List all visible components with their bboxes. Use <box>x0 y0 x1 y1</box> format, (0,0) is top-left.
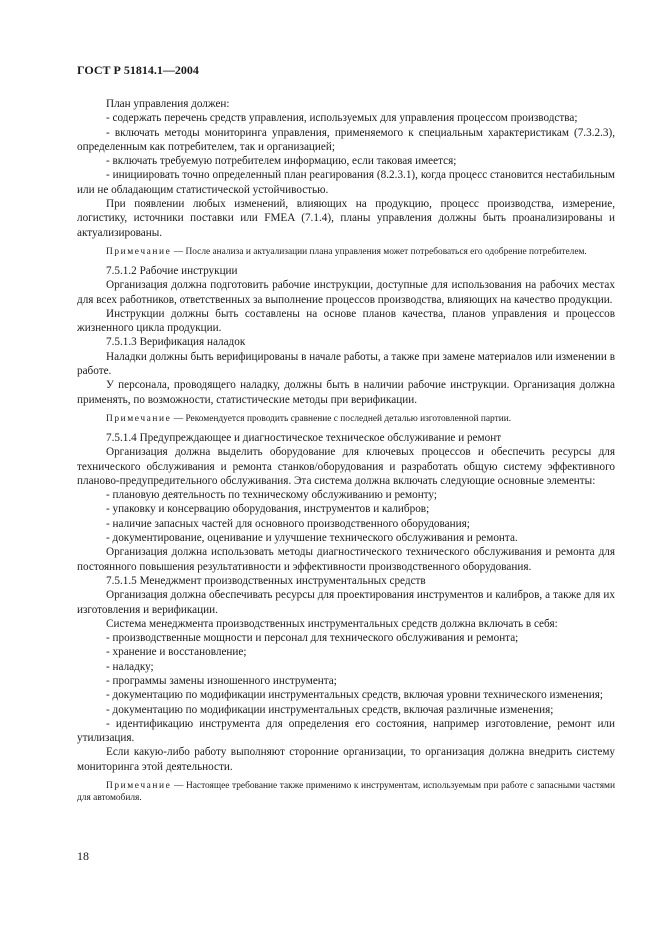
body-paragraph: - документацию по модификации инструментальных средств, включая различные изменения; <box>106 703 554 716</box>
body-paragraph: 7.5.1.4 Предупреждающее и диагностическое техническое обслуживание и ремонт <box>106 431 502 444</box>
body-paragraph: - документацию по модификации инструментальных средств, включая уровни технического изменения; <box>106 689 604 702</box>
body-paragraph: - производственные мощности и персонал для технического обслуживания и ремонта; <box>106 632 519 645</box>
body-paragraph: - инициировать точно определенный план реагирования (8.2.3.1), когда процесс становится нестабильным или не обладающим статистической устойчивостью. <box>77 169 615 196</box>
body-paragraph: - идентификацию инструмента для определения его состояния, например изготовление, ремонт или утилизация. <box>77 717 615 745</box>
body-paragraph: У персонала, проводящего наладку, должны быть в наличии рабочие инструкции. Организация должна применять, по возможности, статистические методы при верификации. <box>77 379 615 406</box>
body-paragraph: Если какую-либо работу выполняют сторонние организации, то организация должна внедрить систему мониторинга этой деятельности. <box>77 746 615 773</box>
body-paragraph: - содержать перечень средств управления, используемых для управления процессом производства; <box>106 112 578 125</box>
note-text: — После анализа и актуализации плана управления может потребоваться его одобрение потребителем. <box>171 246 587 257</box>
body-paragraph: - включать методы мониторинга управления, применяемого к специальным характеристикам (7.3.2.3), определенным как потребителем, так и организацией; <box>77 126 615 153</box>
body-paragraph: - документирование, оценивание и улучшение технического обслуживания и ремонта. <box>106 532 518 545</box>
body-paragraph: При появлении любых изменений, влияющих на продукцию, процесс производства, измерение, логистику, источники поставки или FMEA (7.1.4), планы управления должны быть проанализированы и актуализированы. <box>77 198 615 239</box>
body-paragraph: - наладку; <box>106 660 154 673</box>
body-paragraph: Организация должна подготовить рабочие инструкции, доступные для использования на рабочих местах для всех работников, ответственных за выполнение процессов производства, влияющих на качество продукции. <box>77 279 615 306</box>
body-paragraph: План управления должен: <box>106 98 230 110</box>
note-text: — Рекомендуется проводить сравнение с последней деталью изготовленной партии. <box>171 413 512 424</box>
body-paragraph: - хранение и восстановление; <box>106 646 247 659</box>
body-paragraph: Наладки должны быть верифицированы в начале работы, а также при замене материалов или изменении в работе. <box>77 350 615 378</box>
body-paragraph: - программы замены изношенного инструмента; <box>106 674 337 687</box>
note-paragraph <box>77 780 615 804</box>
note-label: Примечание <box>106 413 172 424</box>
body-paragraph: Организация должна выделить оборудование для ключевых процессов и обеспечить ресурсы для технического обслуживания и ремонта станков/оборудования и разработать общую систему эффективного планово-предупредительного обслуживания. Эта система должна включать следующие основные элементы: <box>77 446 615 487</box>
body-paragraph: - включать требуемую потребителем информацию, если таковая имеется; <box>106 155 457 168</box>
document-body <box>77 97 615 804</box>
body-paragraph: 7.5.1.3 Верификация наладок <box>106 336 246 349</box>
body-paragraph: 7.5.1.2 Рабочие инструкции <box>106 264 238 277</box>
page-number: 18 <box>77 849 89 863</box>
body-paragraph: - упаковку и консервацию оборудования, инструментов и калибров; <box>106 503 430 516</box>
body-paragraph: - наличие запасных частей для основного производственного оборудования; <box>106 517 470 530</box>
body-paragraph: Система менеджмента производственных инструментальных средств должна включать в себя: <box>106 617 558 630</box>
note-paragraph <box>77 246 615 258</box>
body-paragraph: - плановую деятельность по техническому обслуживанию и ремонту; <box>106 489 437 502</box>
body-paragraph: Организация должна обеспечивать ресурсы для проектирования инструментов и калибров, а также для их изготовления и верификации. <box>77 589 615 616</box>
body-paragraph: Инструкции должны быть составлены на основе планов качества, планов управления и процессов жизненного цикла продукции. <box>77 307 615 335</box>
document-header: ГОСТ Р 51814.1—2004 <box>77 63 199 77</box>
note-paragraph <box>77 413 615 425</box>
body-paragraph: Организация должна использовать методы диагностического технического обслуживания и ремонта для постоянного повышения результативности и эффективности производственного оборудования. <box>77 546 615 573</box>
note-label: Примечание <box>106 246 172 257</box>
note-label: Примечание <box>106 781 172 792</box>
note-text: — Настоящее требование также применимо к инструментам, используемым при работе с запасными частями для автомобиля. <box>77 781 615 804</box>
body-paragraph: 7.5.1.5 Менеджмент производственных инструментальных средств <box>106 574 426 587</box>
